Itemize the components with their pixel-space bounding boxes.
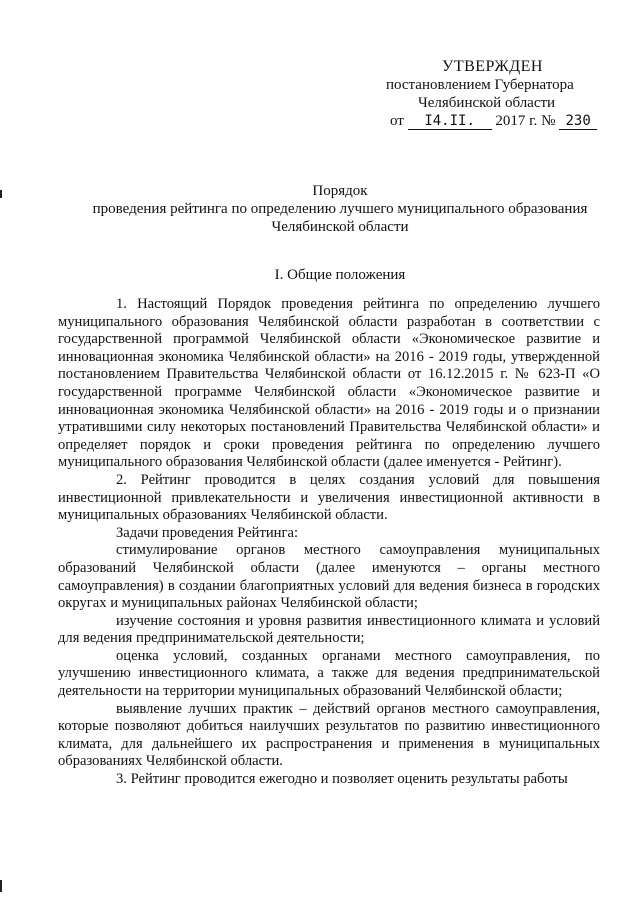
approval-title: УТВЕРЖДЕН: [442, 58, 543, 75]
approval-line-1: постановлением Губернатора: [386, 77, 574, 93]
approval-date: I4.II.: [408, 113, 492, 130]
document-title-line-3: Челябинской области: [271, 219, 409, 235]
paragraph: 3. Рейтинг проводится ежегодно и позволяет оценить результаты работы: [116, 771, 568, 788]
section-heading: I. Общие положения: [274, 267, 406, 283]
document-title: [60, 182, 620, 236]
approval-date-line: [360, 112, 620, 130]
date-prefix: от: [390, 113, 404, 129]
document-title-line-1: Порядок: [312, 183, 368, 199]
scan-edge-mark: [0, 190, 2, 198]
paragraph: 1. Настоящий Порядок проведения рейтинга по определению лучшего муниципального образования Челябинской области разработан в соответствии с государственной программой Челябинской области «Экономическое развитие и инновационная экономика Челябинской области» на 2016 - 2019 годы, утвержденной постановлением Правительства Челябинской области от 16.12.2015 г. № 623-П «О государственной программе Челябинской области «Экономическое развитие и инновационная экономика Челябинской области» на 2016 - 2019 годы и о признании утратившими силу некоторых постановлений Правительства Челябинской области» и определяет порядок и сроки проведения рейтинга по определению лучшего муниципального образования Челябинской области (далее именуется - Рейтинг).: [58, 296, 600, 471]
date-suffix: 2017 г. №: [495, 113, 556, 129]
paragraph: оценка условий, созданных органами местного самоуправления, по улучшению инвестиционного климата, а также для ведения предпринимательской деятельности на территории муниципальных образований Челябинской области;: [58, 647, 600, 700]
paragraph: Задачи проведения Рейтинга:: [116, 524, 299, 541]
document-title-line-2: проведения рейтинга по определению лучшего муниципального образования: [92, 201, 588, 217]
paragraph: выявление лучших практик – действий органов местного самоуправления, которые позволяют добиться наилучших результатов по развитию инвестиционного климата, для дальнейшего их распространения и применения в муниципальных образованиях Челябинской области.: [58, 700, 600, 770]
approval-number: 230: [559, 113, 597, 130]
approval-stamp-block: [360, 58, 620, 130]
paragraph: изучение состояния и уровня развития инвестиционного климата и условий для ведения предпринимательской деятельности;: [58, 612, 600, 647]
document-body: [58, 296, 600, 789]
approval-line-2: Челябинской области: [418, 95, 556, 111]
paragraph: 2. Рейтинг проводится в целях создания условий для повышения инвестиционной привлекательности и увеличения инвестиционной активности в муниципальных образованиях Челябинской области.: [58, 471, 600, 524]
paragraph: стимулирование органов местного самоуправления муниципальных образований Челябинской области (далее именуются – органы местного самоуправления) в создании благоприятных условий для ведения бизнеса в городских округах и муниципальных районах Челябинской области;: [58, 542, 600, 612]
scan-edge-mark: [0, 880, 2, 892]
